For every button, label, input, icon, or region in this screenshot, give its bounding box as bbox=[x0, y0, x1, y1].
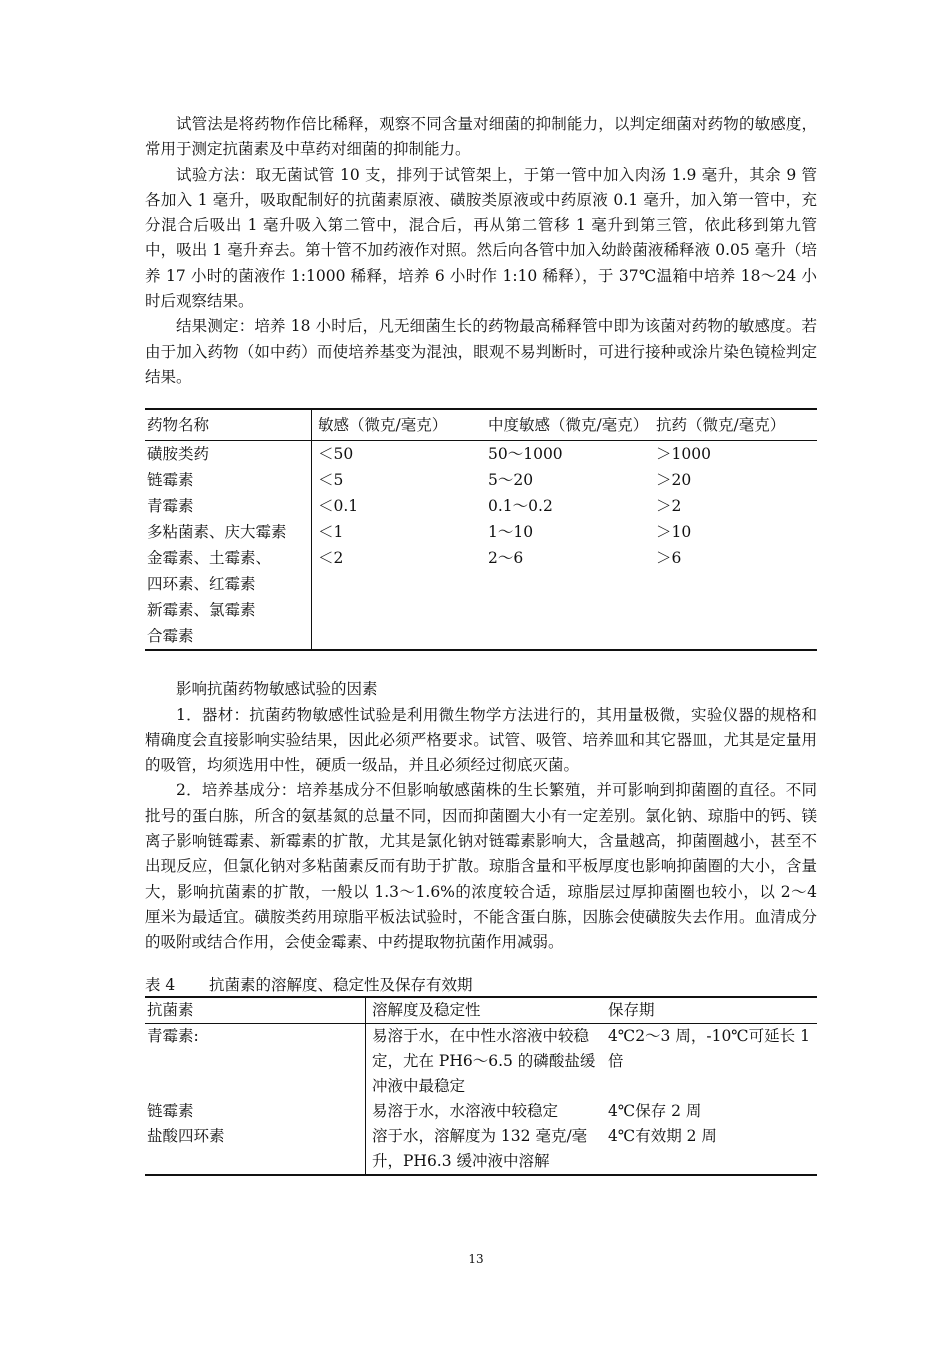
paragraph-medium: 2．培养基成分：培养基成分不但影响敏感菌株的生长繁殖，并可影响到抑菌圈的直径。不同批号的蛋白胨，所含的氨基氮的总量不同，因而抑菌圈大小有一定差别。氯化钠、琼脂中的钙、镁离子影响链霉素、新霉素的扩散，尤其是氯化钠对链霉素影响大，含量越高，抑菌圈越小，甚至不出现反应，但氯化钠对多粘菌素反而有助于扩散。琼脂含量和平板厚度也影响抑菌圈的大小，含量大，影响抗菌素的扩散，一般以 1.3～1.6%的浓度较合适，琼脂层过厚抑菌圈也较小，以 2～4 厘米为最适宜。磺胺类药用琼脂平板法试验时，不能含蛋白胨，因胨会使磺胺失去作用。血清成分的吸附或结合作用，会使金霉素、中药提取物抗菌作用减弱。 bbox=[145, 781, 817, 952]
table-row bbox=[145, 1023, 817, 1099]
cell-moderate: 5～20 bbox=[488, 471, 534, 490]
table-row bbox=[145, 1099, 817, 1124]
cell-resistant: ＞1000 bbox=[656, 445, 711, 464]
cell-storage: 4℃保存 2 周 bbox=[608, 1101, 702, 1120]
table-row bbox=[145, 493, 817, 519]
section-title: 影响抗菌药物敏感试验的因素 bbox=[176, 680, 378, 699]
cell-resistant: ＞6 bbox=[656, 549, 682, 568]
cell-sensitive bbox=[312, 623, 487, 650]
header-antibiotic: 抗菌素 bbox=[145, 997, 366, 1024]
table-header-row bbox=[145, 409, 817, 441]
cell-drug: 链霉素 bbox=[145, 467, 312, 493]
cell-moderate: 0.1～0.2 bbox=[488, 497, 553, 516]
header-solubility: 溶解度及稳定性 bbox=[366, 997, 603, 1024]
header-moderate: 中度敏感（微克/毫克） bbox=[486, 409, 654, 441]
cell-resistant bbox=[654, 571, 817, 597]
table-row bbox=[145, 597, 817, 623]
cell-resistant: ＞20 bbox=[656, 471, 692, 490]
cell-moderate bbox=[486, 571, 654, 597]
cell-drug: 多粘菌素、庆大霉素 bbox=[145, 519, 312, 545]
table-row bbox=[145, 467, 817, 493]
cell-moderate: 2～6 bbox=[488, 549, 524, 568]
table-row bbox=[145, 1124, 817, 1175]
cell-antibiotic: 链霉素 bbox=[145, 1099, 366, 1124]
table-row bbox=[145, 441, 817, 468]
cell-sensitive bbox=[312, 571, 487, 597]
paragraph-result: 结果测定：培养 18 小时后，凡无细菌生长的药物最高稀释管中即为该菌对药物的敏感度。若由于加入药物（如中药）而使培养基变为混浊，眼观不易判断时，可进行接种或涂片染色镜检判定结果。 bbox=[145, 317, 817, 386]
cell-drug: 四环素、红霉素 bbox=[145, 571, 312, 597]
cell-sensitive: ＜2 bbox=[318, 549, 344, 568]
paragraph-tube-method: 试管法是将药物作倍比稀释，观察不同含量对细菌的抑制能力，以判定细菌对药物的敏感度，常用于测定抗菌素及中草药对细菌的抑制能力。 bbox=[145, 115, 817, 159]
table-caption bbox=[145, 974, 817, 996]
cell-solubility: 易溶于水，水溶液中较稳定 bbox=[372, 1101, 559, 1120]
document-page bbox=[145, 112, 817, 1176]
cell-drug: 金霉素、土霉素、 bbox=[145, 545, 312, 571]
cell-resistant bbox=[654, 623, 817, 650]
cell-drug: 合霉素 bbox=[145, 623, 312, 650]
cell-sensitive: ＜0.1 bbox=[318, 497, 359, 516]
header-storage: 保存期 bbox=[602, 997, 817, 1024]
cell-sensitive: ＜50 bbox=[318, 445, 354, 464]
cell-antibiotic: 盐酸四环素 bbox=[145, 1124, 366, 1175]
cell-moderate: 50～1000 bbox=[488, 445, 563, 464]
cell-resistant bbox=[654, 597, 817, 623]
cell-drug: 新霉素、氯霉素 bbox=[145, 597, 312, 623]
table-row bbox=[145, 545, 817, 571]
cell-moderate bbox=[486, 597, 654, 623]
table-row bbox=[145, 571, 817, 597]
cell-resistant: ＞2 bbox=[656, 497, 682, 516]
paragraph-equipment: 1．器材：抗菌药物敏感性试验是利用微生物学方法进行的，其用量极微，实验仪器的规格和精确度会直接影响实验结果，因此必须严格要求。试管、吸管、培养皿和其它器皿，尤其是定量用的吸管，均须选用中性，硬质一级品，并且必须经过彻底灭菌。 bbox=[145, 705, 817, 775]
sensitivity-table bbox=[145, 408, 817, 651]
antibiotic-storage-table bbox=[145, 996, 817, 1176]
cell-antibiotic: 青霉素: bbox=[145, 1023, 366, 1099]
cell-sensitive bbox=[312, 597, 487, 623]
table-caption-text: 抗菌素的溶解度、稳定性及保存有效期 bbox=[209, 975, 473, 994]
cell-sensitive: ＜5 bbox=[318, 471, 344, 490]
cell-moderate bbox=[486, 623, 654, 650]
paragraph-test-method: 试验方法：取无菌试管 10 支，排列于试管架上，于第一管中加入肉汤 1.9 毫升，其余 9 管各加入 1 毫升，吸取配制好的抗菌素原液、磺胺类原液或中药原液 0.1 毫升，加入第一管中，充分混合后吸出 1 毫升吸入第二管中，混合后，再从第二管移 1 毫升到第三管，依此移到第九管中，吸出 1 毫升弃去。第十管不加药液作对照。然后向各管中加入幼龄菌液稀释液 0.05 毫升（培养 17 小时的菌液作 1:1000 稀释，培养 6 小时作 1:10 稀释），于 37℃温箱中培养 18～24 小时后观察结果。 bbox=[145, 165, 817, 311]
cell-storage: 4℃有效期 2 周 bbox=[608, 1126, 717, 1145]
cell-sensitive: ＜1 bbox=[318, 523, 344, 542]
table-row bbox=[145, 623, 817, 650]
header-sensitive: 敏感（微克/毫克） bbox=[312, 409, 487, 441]
table-header-row bbox=[145, 997, 817, 1024]
cell-solubility: 易溶于水，在中性水溶液中较稳定，尤在 PH6～6.5 的磷酸盐缓冲液中最稳定 bbox=[372, 1026, 596, 1095]
header-drug-name: 药物名称 bbox=[145, 409, 312, 441]
cell-storage: 4℃2～3 周，-10℃可延长 1 倍 bbox=[608, 1026, 810, 1070]
table-caption-number: 表 4 bbox=[145, 975, 176, 994]
header-resistant: 抗药（微克/毫克） bbox=[654, 409, 817, 441]
cell-drug: 磺胺类药 bbox=[145, 441, 312, 468]
page-number: 13 bbox=[468, 1252, 484, 1266]
cell-solubility: 溶于水，溶解度为 132 毫克/毫升，PH6.3 缓冲液中溶解 bbox=[372, 1126, 588, 1170]
cell-resistant: ＞10 bbox=[656, 523, 692, 542]
cell-drug: 青霉素 bbox=[145, 493, 312, 519]
table-row bbox=[145, 519, 817, 545]
cell-moderate: 1～10 bbox=[488, 523, 534, 542]
